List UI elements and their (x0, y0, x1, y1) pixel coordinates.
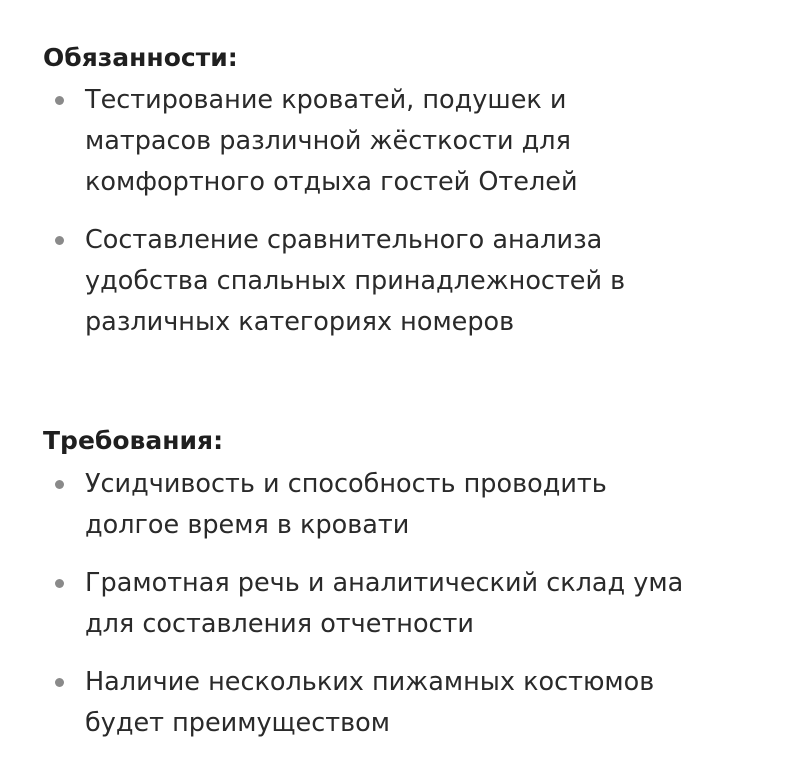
list-item (43, 662, 783, 744)
bullet-icon (55, 96, 64, 105)
list-item (43, 80, 783, 203)
section-heading-requirements: Требования: (43, 426, 224, 455)
section-heading-duties: Обязанности: (43, 43, 238, 72)
duties-list (43, 80, 783, 343)
list-item-line: Тестирование кроватей, подушек и (85, 85, 567, 115)
list-item-line: Усидчивость и способность проводить (85, 469, 607, 499)
list-item-line: удобства спальных принадлежностей в (85, 266, 626, 296)
requirements-list (43, 464, 783, 744)
list-item-line: различных категориях номеров (85, 307, 515, 337)
bullet-icon (55, 236, 64, 245)
list-item-line: долгое время в кровати (85, 510, 410, 540)
list-item-line: Грамотная речь и аналитический склад ума (85, 568, 684, 598)
list-item-line: комфортного отдыха гостей Отелей (85, 167, 578, 197)
list-item (43, 464, 783, 546)
bullet-icon (55, 678, 64, 687)
list-item-line: Наличие нескольких пижамных костюмов (85, 667, 655, 697)
list-item-line: для составления отчетности (85, 609, 474, 639)
list-item (43, 220, 783, 343)
list-item-line: матрасов различной жёсткости для (85, 126, 571, 156)
bullet-icon (55, 480, 64, 489)
list-item-line: Составление сравнительного анализа (85, 225, 603, 255)
list-item (43, 563, 783, 645)
bullet-icon (55, 579, 64, 588)
list-item-line: будет преимуществом (85, 708, 390, 738)
